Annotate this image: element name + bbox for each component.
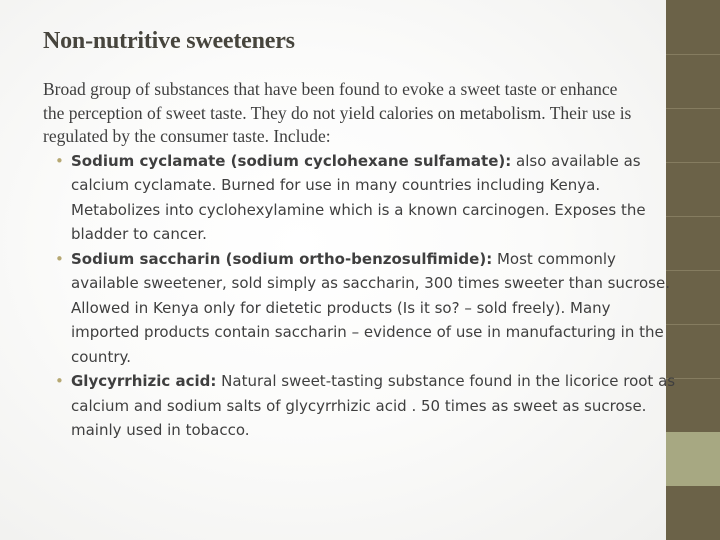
bullet-icon: • bbox=[55, 249, 64, 268]
item-text: also available as calcium cyclamate. Burned for use in many countries including Kenya. Metabolizes into cyclohexylamine which is a known carcinogen. Exposes the bladder to cancer. bbox=[71, 151, 646, 243]
sweetener-list bbox=[43, 149, 683, 443]
item-term: Glycyrrhizic acid: bbox=[71, 372, 217, 390]
list-item bbox=[43, 149, 679, 247]
item-term: Sodium cyclamate (sodium cyclohexane sulfamate): bbox=[71, 151, 512, 170]
item-term: Sodium saccharin (sodium ortho-benzosulfimide): bbox=[71, 249, 493, 268]
list-item bbox=[43, 369, 679, 443]
intro-paragraph: Broad group of substances that have been found to evoke a sweet taste or enhance the perception of sweet taste. They do not yield calories on metabolism. Their use is regulated by the consumer taste. Include: bbox=[43, 79, 632, 146]
bullet-icon: • bbox=[55, 151, 64, 170]
item-text: Most commonly available sweetener, sold simply as saccharin, 300 times sweeter than sucrose. Allowed in Kenya only for dietetic products (Is it so? – sold freely). Many imported products contain saccharin – evidence of use in manufacturing in the country. bbox=[71, 249, 670, 366]
list-item bbox=[43, 247, 679, 370]
slide-title: Non-nutritive sweeteners bbox=[43, 28, 295, 54]
item-text: Natural sweet-tasting substance found in the licorice root as calcium and sodium salts of glycyrrhizic acid . 50 times as sweet as sucrose. mainly used in tobacco. bbox=[71, 372, 676, 439]
side-bar-divider bbox=[666, 54, 720, 55]
slide-body bbox=[43, 78, 683, 443]
bullet-icon: • bbox=[55, 372, 64, 390]
